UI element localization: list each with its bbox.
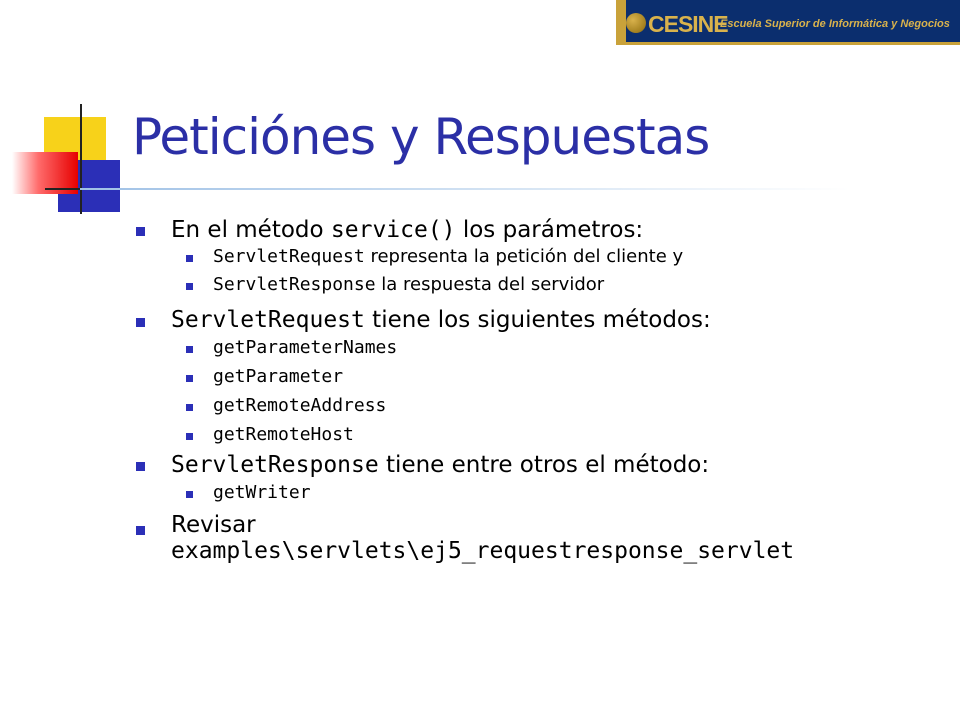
sub-bullet-marker [186,346,193,353]
sub-bullet-marker [186,491,193,498]
globe-icon [626,13,646,33]
bullet-marker [136,227,145,236]
sub-bullet-servletrequest [213,246,683,267]
logo-brand-text: CESINE [648,11,728,37]
sub-bullet-marker [186,283,193,290]
bullet-code: ServletRequest [213,246,365,267]
bullet-text: tiene los siguientes métodos: [364,307,711,333]
bullet-text: la respuesta del servidor [375,274,605,295]
method-getwriter: getWriter [213,482,311,503]
sub-bullet-servletresponse [213,274,604,295]
bullet-text: tiene entre otros el método: [378,452,710,478]
decor-vertical-line [80,104,82,214]
sub-bullet-marker [186,433,193,440]
logo-gold-bar [616,0,626,45]
cesine-logo-banner [616,0,960,45]
bullet-service-params [171,216,643,243]
method-getremotehost: getRemoteHost [213,424,354,445]
method-getparameternames: getParameterNames [213,337,398,358]
bullet-code: ServletRequest [171,307,365,333]
bullet-code: ServletResponse [171,452,379,478]
logo-tagline: Escuela Superior de Informática y Negocios [720,18,950,30]
slide-title: Peticiónes y Respuestas [132,108,710,166]
bullet-text: En el método [171,217,331,243]
logo-underline [616,42,960,45]
bullet-marker [136,318,145,327]
sub-bullet-marker [186,404,193,411]
bullet-servletrequest-methods [171,306,711,333]
method-getparameter: getParameter [213,366,344,387]
title-underline-rule [80,188,850,190]
method-getremoteaddress: getRemoteAddress [213,395,387,416]
sub-bullet-marker [186,255,193,262]
bullet-revisar: Revisar [171,512,256,538]
sub-bullet-marker [186,375,193,382]
bullet-marker [136,526,145,535]
bullet-marker [136,462,145,471]
bullet-text: los parámetros: [455,217,644,243]
bullet-code: ServletResponse [213,274,376,295]
example-path: examples\servlets\ej5_requestresponse_servlet [171,538,795,564]
bullet-servletresponse-methods [171,451,709,478]
bullet-text: representa la petición del cliente y [364,246,684,267]
bullet-code: service() [330,217,456,243]
